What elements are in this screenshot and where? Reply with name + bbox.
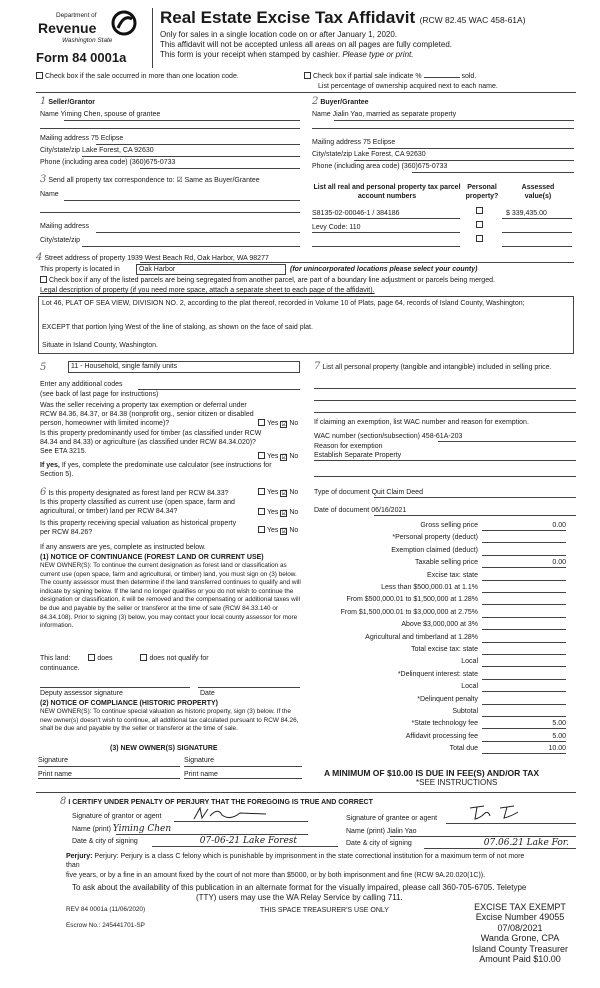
partial-sale-checkbox[interactable] xyxy=(304,72,476,81)
legal-line-1: Lot 46, PLAT OF SEA VIEW, DIVISION NO. 2, according to the plat thereof, recorded in Volume 10 of Plats, page 64, records of Island County, Washington; xyxy=(42,300,525,307)
tax-row-label: Exemption claimed (deduct) xyxy=(391,547,478,554)
dor-logo xyxy=(36,10,148,48)
location-label: This property is located in xyxy=(40,266,120,273)
personal-checkbox-2[interactable] xyxy=(476,221,483,228)
tax-row-value[interactable]: 0.00 xyxy=(482,558,566,568)
personal-header: Personal property? xyxy=(465,184,499,200)
timber-yes-no[interactable]: Yes ☑ No xyxy=(258,452,298,461)
partial-sale-note: List percentage of ownership acquired next to each name. xyxy=(318,83,498,90)
correspondence-line: 3 Send all property tax correspondence to: ☑ Same as Buyer/Grantee xyxy=(40,174,260,185)
certify-statement: 8 I CERTIFY UNDER PENALTY OF PERJURY THAT THE FOREGOING IS TRUE AND CORRECT xyxy=(60,796,373,807)
wac-number-field[interactable]: WAC number (section/subsection) 458-61A-203 xyxy=(314,433,463,440)
grantee-signature-image[interactable] xyxy=(466,802,536,822)
tax-row-label: Affidavit processing fee xyxy=(405,733,478,740)
grantor-name-field[interactable]: Name (print) Yiming Chen xyxy=(72,824,172,834)
buyer-name-value: Jialin Yao, married as separate property xyxy=(332,111,457,118)
tax-row-value[interactable] xyxy=(482,533,566,543)
location-note: (for unincorporated locations please select your county) xyxy=(290,266,478,273)
reason-label: Reason for exemption xyxy=(314,443,383,450)
tax-row-label: *State technology fee xyxy=(411,720,478,727)
timber-note: If yes, If yes, complete the predominate use calculator (see instructions for Section 5). xyxy=(40,462,272,478)
buyer-city-field[interactable]: City/state/zip Lake Forest, CA 92630 xyxy=(312,151,426,158)
personal-checkbox-3[interactable] xyxy=(476,235,483,242)
street-address-field[interactable]: 4 Street address of property 1939 West Beach Rd, Oak Harbor, WA 98277 xyxy=(36,252,269,263)
grantor-date-field[interactable]: Date & city of signing 07-06-21 Lake Forest xyxy=(72,836,298,846)
tax-row-value[interactable]: 10.00 xyxy=(482,744,566,754)
personal-property-label: 7 List all personal property (tangible and intangible) included in selling price. xyxy=(314,361,552,372)
tax-row-value[interactable] xyxy=(482,657,566,667)
tax-row-label: Excise tax: state xyxy=(427,572,478,579)
alt-format-line-2: (TTY) users may use the WA Relay Service by calling 711. xyxy=(196,893,403,902)
seller-phone-field[interactable]: Phone (including area code) (360)675-0733 xyxy=(40,159,176,166)
stamp-line-2: Excise Number 49055 xyxy=(475,912,565,923)
multi-location-label: Check box if the sale occurred in more than one location code. xyxy=(45,73,239,80)
tax-row-value[interactable] xyxy=(482,595,566,605)
tax-row-label: Total excise tax: state xyxy=(411,646,478,653)
minimum-due-note: A MINIMUM OF $10.00 IS DUE IN FEE(S) AND/OR TAX xyxy=(324,768,540,778)
owner-print-2: Print name xyxy=(184,771,218,778)
escrow-number: Escrow No.: 245441701-SP xyxy=(66,922,145,929)
document-date-field[interactable]: Date of document 06/16/2021 xyxy=(314,507,407,514)
land-qualify: This land: does does not qualify for xyxy=(40,655,209,662)
tax-row-value[interactable] xyxy=(482,620,566,630)
tax-row-value[interactable] xyxy=(482,608,566,618)
form-title-text: Real Estate Excise Tax Affidavit xyxy=(160,8,416,27)
owner-signature-2: Signature xyxy=(184,757,214,764)
header-line-3b: Please type or print. xyxy=(342,50,414,59)
grantor-signature-label: Signature of grantor or agent xyxy=(72,813,162,820)
current-use-question: Is this property classified as current use (open space, farm and agricultural, or timber) land per RCW 84.34? xyxy=(40,499,235,515)
parcel-header: List all real and personal property tax parcel account numbers xyxy=(313,184,461,200)
tax-row-label: Local xyxy=(461,658,478,665)
tax-row-value[interactable] xyxy=(482,633,566,643)
perjury-line-2: five years, or by a fine in an amount fixed by the court of not more than $5000, or by both imprisonment and fine (RCW 9A.20.020(1C)). xyxy=(66,872,486,879)
legal-line-2: EXCEPT that portion lying West of the line of staking, as shown on the face of said plat. xyxy=(42,324,313,331)
header-line-1: Only for sales in a single location code on or after January 1, 2020. xyxy=(160,30,398,39)
corr-name-label: Name xyxy=(40,191,59,198)
multi-location-checkbox[interactable] xyxy=(36,72,239,81)
tax-row-label: Gross selling price xyxy=(420,522,478,529)
tax-row-value[interactable]: 5.00 xyxy=(482,719,566,729)
tax-row-label: Less than $500,000.01 at 1.1% xyxy=(381,584,478,591)
additional-codes-note: (see back of last page for instructions) xyxy=(40,391,159,398)
reason-value: Establish Separate Property xyxy=(314,452,402,459)
stamp-line-1: EXCISE TAX EXEMPT xyxy=(474,902,566,912)
partial-sale-label: Check box if partial sale indicate % xyxy=(313,73,422,80)
tax-row-label: *Delinquent penalty xyxy=(417,696,478,703)
historic-yes-no[interactable]: Yes ☑ No xyxy=(258,526,298,535)
street-address-value: 1939 West Beach Rd, Oak Harbor, WA 98277 xyxy=(127,255,269,262)
form-title xyxy=(160,8,526,28)
header-line-3a: This form is your receipt when stamped by cashier. xyxy=(160,50,341,59)
land-use-select[interactable]: 11 - Household, single family units xyxy=(68,361,300,373)
location-select[interactable]: Oak Harbor xyxy=(136,264,286,275)
seller-name-field[interactable]: Name Yiming Chen, spouse of grantee xyxy=(40,111,161,118)
buyer-phone-field[interactable]: Phone (including area code) (360)675-0733 xyxy=(312,163,448,170)
tax-row-value[interactable] xyxy=(482,682,566,692)
levy-code: Levy Code: 110 xyxy=(312,224,361,231)
document-type-field[interactable]: Type of document Quit Claim Deed xyxy=(314,489,423,496)
tax-row-label: Subtotal xyxy=(452,708,478,715)
tax-row-value[interactable] xyxy=(482,645,566,655)
legal-desc-label: Legal description of property (if you need more space, attach a separate sheet to each page of the affidavit). xyxy=(40,287,375,294)
tax-row-value[interactable] xyxy=(482,670,566,680)
wac-note: If claiming an exemption, list WAC number and reason for exemption. xyxy=(314,419,529,426)
same-as-buyer-checkbox[interactable]: ☑ xyxy=(176,177,183,184)
corr-mail-label: Mailing address xyxy=(40,223,90,230)
checkbox[interactable] xyxy=(36,72,43,79)
seller-mail-field[interactable]: Mailing address 75 Eclipse xyxy=(40,135,124,142)
forest-land-question: 6 Is this property designated as forest land per RCW 84.33? xyxy=(40,487,229,498)
section-5-number: 5 xyxy=(40,362,47,373)
grantee-signature-label: Signature of grantee or agent xyxy=(346,815,438,822)
tax-row-value[interactable] xyxy=(482,583,566,593)
treasurer-stamp xyxy=(460,902,580,964)
tax-row-value[interactable] xyxy=(482,695,566,705)
notice-continuance-heading: (1) NOTICE OF CONTINUANCE (FOREST LAND OR CURRENT USE) xyxy=(40,554,264,561)
deputy-date-label: Date xyxy=(200,690,215,697)
revision-label: REV 84 0001a (11/06/2020) xyxy=(66,906,146,913)
stamp-line-3: 07/08/2021 xyxy=(497,922,543,933)
grantor-signature-image[interactable] xyxy=(190,805,270,823)
parcel-row-1: S8135-02-00046-1 / 384186 xyxy=(312,210,400,217)
notice-compliance-text: NEW OWNER(S): To continue special valuation as historic property, sign (3) below. If the new owner(s) doesn't wish to continue, all additional tax calculated pursuant to RCW 84.26, shall be due and payable by the seller or transferor at the time of sale. xyxy=(40,708,299,733)
tax-row-label: From $500,000.01 to $1,500,000 at 1.28% xyxy=(346,596,478,603)
answers-note: If any answers are yes, complete as instructed below. xyxy=(40,544,206,551)
dor-seal-icon xyxy=(110,10,138,36)
see-instructions-note: *SEE INSTRUCTIONS xyxy=(416,778,498,787)
personal-checkbox-1[interactable] xyxy=(476,207,483,214)
grantee-date-field[interactable]: Date & city of signing 07.06.21 Lake For. xyxy=(346,838,569,848)
tax-row-label: Above $3,000,000 at 3% xyxy=(401,621,478,628)
deputy-signature-label: Deputy assessor signature xyxy=(40,690,123,697)
tax-row-value[interactable] xyxy=(482,571,566,581)
legal-description-box[interactable] xyxy=(38,296,574,354)
seller-name-value: Yiming Chen, spouse of grantee xyxy=(60,111,161,118)
stamp-line-6: Amount Paid $10.00 xyxy=(479,954,561,965)
tax-row-value[interactable]: 0.00 xyxy=(482,521,566,531)
form-number: Form 84 0001a xyxy=(36,50,127,65)
assessed-value-1: $ 339,435.00 xyxy=(506,210,547,217)
tax-row-label: Local xyxy=(461,683,478,690)
notice-continuance-text: NEW OWNER(S): To continue the current designation as forest land or classification as current use (open space, farm and agricultural, or timber) land, you must sign on (3) below. The county assessor must then determine if the land transferred continues to qualify and will indicate by signing below. If the land no longer qualifies or you do not wish to continue the designation or classification, it will be removed and the compensating or additional taxes will be due and payable by the seller or transferor at the time of sale (RCW 84.33.140 or 84.34.108). Prior to signing (3) below, you may contact your local county assessor for more information. xyxy=(40,562,301,630)
tax-row-label: Agricultural and timberland at 1.28% xyxy=(365,634,478,641)
buyer-heading: 2 Buyer/Grantee xyxy=(312,96,369,107)
additional-codes-label: Enter any additional codes xyxy=(40,381,123,388)
current-use-yes-no[interactable]: Yes ☑ No xyxy=(258,508,298,517)
dept-label: Department of xyxy=(56,12,97,19)
owner-print-1: Print name xyxy=(38,771,72,778)
exemption-question: Was the seller receiving a property tax exemption or deferral under RCW 84.36, 84.37, or 84.38 (nonprofit org., senior citizen or disabled person, homeowner with limited income)? xyxy=(40,402,254,427)
buyer-name-field[interactable]: Name Jialin Yao, married as separate property xyxy=(312,111,457,118)
does-not-checkbox[interactable] xyxy=(140,654,147,661)
tax-row-label: *Delinquent interest: state xyxy=(397,671,478,678)
treasurer-use-label: THIS SPACE TREASURER'S USE ONLY xyxy=(260,907,389,914)
tax-row-label: Taxable selling price xyxy=(414,559,478,566)
forest-yes-no[interactable]: Yes ☑ No xyxy=(258,488,298,497)
continuance-label: continuance. xyxy=(40,665,80,672)
tax-row-label: *Personal property (deduct) xyxy=(392,534,478,541)
buyer-mail-field[interactable]: Mailing address 75 Eclipse xyxy=(312,139,396,146)
historic-question: Is this property receiving special valuation as historical property per RCW 84.26? xyxy=(40,520,237,536)
dept-state: Washington State xyxy=(62,37,113,44)
seller-heading: 1 Seller/Grantor xyxy=(40,96,96,107)
timber-question: Is this property predominantly used for timber (as classified under RCW 84.34 and 84.33) or agriculture (as classified under RCW 84.34.020)? See ETA 3215. xyxy=(40,430,262,455)
does-checkbox[interactable] xyxy=(88,654,95,661)
legal-line-3: Situate in Island County, Washington. xyxy=(42,342,158,349)
tax-row-label: Total due xyxy=(449,745,478,752)
partial-sale-tail: sold. xyxy=(461,73,477,80)
seller-city-field[interactable]: City/state/zip Lake Forest, CA 92630 xyxy=(40,147,154,154)
new-owner-signature-heading: (3) NEW OWNER(S) SIGNATURE xyxy=(110,745,218,752)
form-cite: (RCW 82.45 WAC 458-61A) xyxy=(419,15,526,25)
stamp-line-5: Island County Treasurer xyxy=(471,943,569,954)
corr-city-label: City/state/zip xyxy=(40,237,81,244)
exemption-yes-no[interactable]: Yes ☑ No xyxy=(258,419,298,428)
assessed-header: Assessed value(s) xyxy=(521,184,555,200)
header-line-2: This affidavit will not be accepted unless all areas on all pages are fully completed. xyxy=(160,40,453,49)
notice-compliance-heading: (2) NOTICE OF COMPLIANCE (HISTORIC PROPERTY) xyxy=(40,700,218,707)
perjury-line-1: Perjury: Perjury: Perjury is a class C felony which is punishable by imprisonment in the state correctional institution for a maximum term of not more than xyxy=(66,853,525,869)
grantee-name-field[interactable]: Name (print) Jialin Yao xyxy=(346,828,417,835)
alt-format-line-1: To ask about the availability of this publication in an alternate format for the visually impaired, please call 360-705-6705. Teletype xyxy=(72,883,527,892)
tax-row-value[interactable]: 5.00 xyxy=(482,732,566,742)
checkbox[interactable] xyxy=(304,72,311,79)
tax-row-value[interactable] xyxy=(482,546,566,556)
tax-row-label: From $1,500,000.01 to $3,000,000 at 2.75% xyxy=(340,609,478,616)
segregated-checkbox[interactable]: Check box if any of the listed parcels are being segregated from another parcel, are part of a boundary line adjustment or parcels being merged. xyxy=(40,276,495,285)
tax-row-value[interactable] xyxy=(482,707,566,717)
stamp-line-4: Wanda Grone, CPA xyxy=(480,933,560,944)
owner-signature-1: Signature xyxy=(38,757,68,764)
dept-name: Revenue xyxy=(38,20,97,36)
header-line-3 xyxy=(160,50,413,60)
